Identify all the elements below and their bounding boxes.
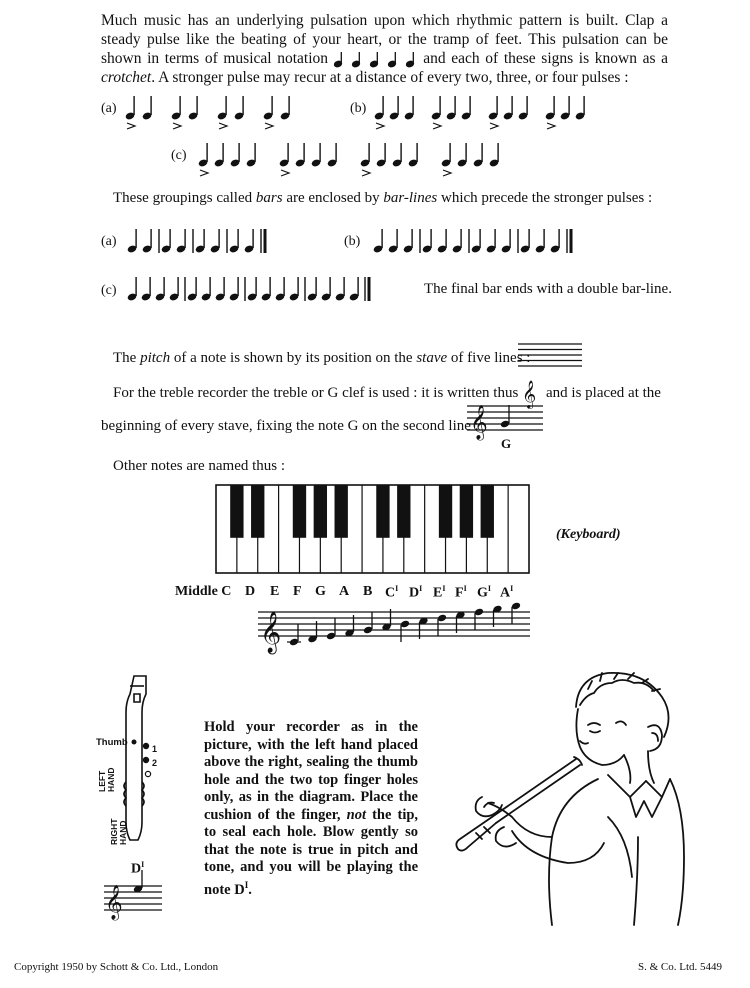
pulse-label-c: (c) (171, 148, 187, 163)
hold-end: . (248, 881, 252, 898)
bars-label-b: (b) (344, 234, 361, 249)
accent-mark (281, 170, 289, 176)
crotchet-note (327, 143, 337, 168)
hold-text-1: Hold your recorder as in the picture, with the left hand placed above the right, sealing the thumb hole and the two top finger holes only, as in the diagram. Place the cushion of the finger, (204, 719, 418, 823)
crotchet-note (520, 229, 530, 254)
crotchet-note (307, 277, 317, 302)
crotchet-note (408, 143, 418, 168)
crotchet-note (234, 96, 244, 121)
note-name-f: F (293, 584, 302, 599)
crotchet-note (187, 277, 197, 302)
crotchet-note (389, 96, 399, 121)
crotchet-note (279, 143, 289, 168)
pulse-example-c (197, 143, 577, 179)
note-name-middle-c: Middle C (175, 584, 232, 599)
crotchet-note (261, 277, 271, 302)
crotchet-note (488, 96, 498, 121)
crotchet-note (295, 143, 305, 168)
g-note-label: G (501, 436, 512, 451)
bars-label-a: (a) (101, 234, 117, 249)
crotchet-note (321, 277, 331, 302)
bars-text-post: which precede the stronger pulses : (440, 190, 653, 206)
note-name-g: G (315, 584, 326, 599)
crotchet-note (127, 229, 137, 254)
thumb-label: Thumb (96, 737, 128, 748)
crotchet-note (446, 96, 456, 121)
crotchet-note (195, 229, 205, 254)
intro-text-2: and each of these signs is known as a (423, 50, 668, 67)
crotchet-note (289, 277, 299, 302)
crotchet-note (280, 96, 290, 121)
crotchet-note (214, 143, 224, 168)
note-name-d: D (245, 584, 256, 599)
crotchet-note (550, 229, 560, 254)
pitch-text-post: of five lines : (450, 350, 531, 366)
accent-mark (362, 170, 370, 176)
note-name-f-upper: $F^I$ (455, 584, 467, 601)
black-key (397, 485, 410, 538)
accent-mark (433, 123, 441, 129)
piano-keyboard (216, 485, 529, 573)
crotchet-note (376, 143, 386, 168)
bars-example-b (373, 226, 673, 256)
pitch-text-mid: of a note is shown by its position on the (173, 350, 413, 366)
clef-sentence-line1 (113, 385, 518, 402)
crotchet-note (125, 96, 135, 121)
note-names-row (175, 578, 535, 601)
crotchet-note (374, 96, 384, 121)
accent-mark (376, 123, 384, 129)
stave-note (511, 602, 521, 624)
note-name-e-upper: $E^I$ (433, 584, 446, 601)
bars-example-c (127, 274, 427, 304)
black-key (460, 485, 473, 538)
bars-text-mid: are enclosed by (286, 190, 380, 206)
left-hand-label: LEFT HAND (97, 767, 116, 792)
crotchet-note (176, 229, 186, 254)
crotchet-note (335, 277, 345, 302)
crotchet-note (360, 143, 370, 168)
crotchet-note (461, 96, 471, 121)
crotchet-note (311, 143, 321, 168)
pulse-label-a: (a) (101, 101, 117, 116)
clef-text-1: For the treble recorder the treble or G clef is used : it is written thus (113, 385, 519, 401)
crotchet-note (171, 96, 181, 121)
note-name-d-upper: $D^I$ (409, 584, 423, 601)
crotchet-note (373, 229, 383, 254)
crotchet-note (229, 277, 239, 302)
stave-note (400, 620, 410, 642)
crotchet-note (246, 143, 256, 168)
crotchet-note (545, 96, 555, 121)
boy-playing-recorder-illustration (448, 667, 688, 931)
crotchet-note (201, 277, 211, 302)
note-names-stave (258, 602, 530, 654)
pulse-label-b: (b) (350, 101, 367, 116)
hold-prime: I (244, 879, 249, 890)
pitch-term: pitch (140, 350, 171, 366)
crotchet-note (486, 229, 496, 254)
crotchet-note (275, 277, 285, 302)
black-key (481, 485, 494, 538)
crotchet-note (215, 277, 225, 302)
barlines-term: bar-lines (383, 190, 438, 206)
crotchet-note (560, 96, 570, 121)
note-name-c-upper: $C^I$ (385, 584, 399, 601)
crotchet-note (403, 229, 413, 254)
black-key (251, 485, 264, 538)
bars-example-a (127, 226, 337, 256)
hole-2-label: 2 (152, 758, 158, 768)
bars-sentence (113, 190, 652, 207)
crotchet-note (247, 277, 257, 302)
accent-mark (219, 123, 227, 129)
crotchet-note (127, 277, 137, 302)
treble-clef-icon-main: 𝄞 (260, 612, 282, 653)
hold-not: not (346, 806, 366, 823)
accent-mark (547, 123, 555, 129)
crotchet-note (244, 229, 254, 254)
accent-mark (127, 123, 135, 129)
crotchet-note (471, 229, 481, 254)
crotchet-note (457, 143, 467, 168)
crotchet-note (422, 229, 432, 254)
footer-catalog: S. & Co. Ltd. 5449 (638, 961, 723, 973)
crotchet-note (142, 229, 152, 254)
crotchet-note (452, 229, 462, 254)
note-name-b: B (363, 584, 373, 599)
g-clef-stave-example (467, 402, 543, 440)
crotchet-note (437, 229, 447, 254)
crotchet-note (404, 96, 414, 121)
crotchet-note (518, 96, 528, 121)
black-key (314, 485, 327, 538)
stave-note (326, 618, 336, 640)
note-name-a: A (339, 584, 350, 599)
clef-text-2: and is placed at the (546, 385, 661, 401)
black-key (335, 485, 348, 538)
crotchet-note (535, 229, 545, 254)
crotchet-note (155, 277, 165, 302)
recorder-note-label: $D^I$ (131, 860, 145, 877)
accent-mark (490, 123, 498, 129)
crotchet-note (161, 229, 171, 254)
black-key (230, 485, 243, 538)
pitch-text-pre: The (113, 350, 137, 366)
crotchet-note (489, 143, 499, 168)
crotchet-note (501, 229, 511, 254)
crotchet-note (441, 143, 451, 168)
stave-note (287, 624, 301, 646)
stave-note (437, 614, 447, 636)
accent-mark (173, 123, 181, 129)
hold-instructions (204, 719, 418, 899)
crotchet-note (263, 96, 273, 121)
accent-mark (200, 170, 208, 176)
stave-note (474, 608, 484, 630)
crotchet-row-inline (334, 52, 418, 68)
pulse-example-b (373, 96, 663, 132)
crotchet-note (188, 96, 198, 121)
pulse-example-a (124, 96, 324, 132)
keyboard-label: (Keyboard) (556, 527, 621, 542)
crotchet-note (230, 143, 240, 168)
treble-clef-icon-small: 𝄞 (105, 885, 123, 920)
five-line-stave (518, 343, 582, 369)
crotchet-note (473, 143, 483, 168)
crotchet-note (142, 96, 152, 121)
crotchet-note (392, 143, 402, 168)
crotchet-note (388, 229, 398, 254)
bars-label-c: (c) (101, 283, 117, 298)
pitch-sentence (113, 350, 530, 367)
crotchet-note (210, 229, 220, 254)
stave-term: stave (416, 350, 448, 366)
crotchet-note (575, 96, 585, 121)
crotchet-note (141, 277, 151, 302)
crotchet-note (431, 96, 441, 121)
note-name-e: E (270, 584, 280, 599)
stave-note (363, 612, 373, 634)
right-hand-label: RIGHT HAND (109, 818, 128, 845)
crotchet-note (217, 96, 227, 121)
crotchet-note (503, 96, 513, 121)
crotchet-note (198, 143, 208, 168)
black-key (376, 485, 389, 538)
black-key (439, 485, 452, 538)
footer-copyright: Copyright 1950 by Schott & Co. Ltd., London (14, 961, 219, 973)
bars-text-pre: These groupings called (113, 190, 253, 206)
crotchet-note (229, 229, 239, 254)
crotchet-notation-inline (334, 52, 418, 66)
intro-text-3: . A stronger pulse may recur at a distance of every two, three, or four pulses : (151, 69, 629, 86)
crotchet-term: crotchet (101, 69, 152, 86)
black-key (293, 485, 306, 538)
other-notes-text: Other notes are named thus : (113, 458, 286, 474)
treble-clef-icon: 𝄞 (522, 380, 537, 408)
recorder-note-stave (104, 880, 162, 920)
crotchet-note (349, 277, 359, 302)
bars-term: bars (255, 190, 283, 206)
note-name-a-upper: $A^I$ (500, 584, 514, 601)
hold-text-2: the tip, to seal each hole. Blow gently so that the note is true in pitch and tone, and you will be playing the note D (204, 806, 419, 898)
double-barline-note: The final bar ends with a double bar-line. (424, 281, 672, 297)
intro-paragraph (101, 11, 668, 87)
accent-mark (265, 123, 273, 129)
treble-clef-icon-stave: 𝄞 (470, 405, 488, 440)
accent-mark (443, 170, 451, 176)
crotchet-note (169, 277, 179, 302)
hole-1-label: 1 (152, 744, 158, 754)
intro-text-1: Much music has an underlying pulsation upon which rhythmic pattern is built. Clap a steady pulse like the beating of your heart, or the tramp of feet. This pulsation can be shown in terms of musical notation (101, 12, 668, 67)
clef-sentence-line2: beginning of every stave, fixing the note G on the second line : (101, 418, 479, 434)
note-name-g-upper: $G^I$ (477, 584, 492, 601)
